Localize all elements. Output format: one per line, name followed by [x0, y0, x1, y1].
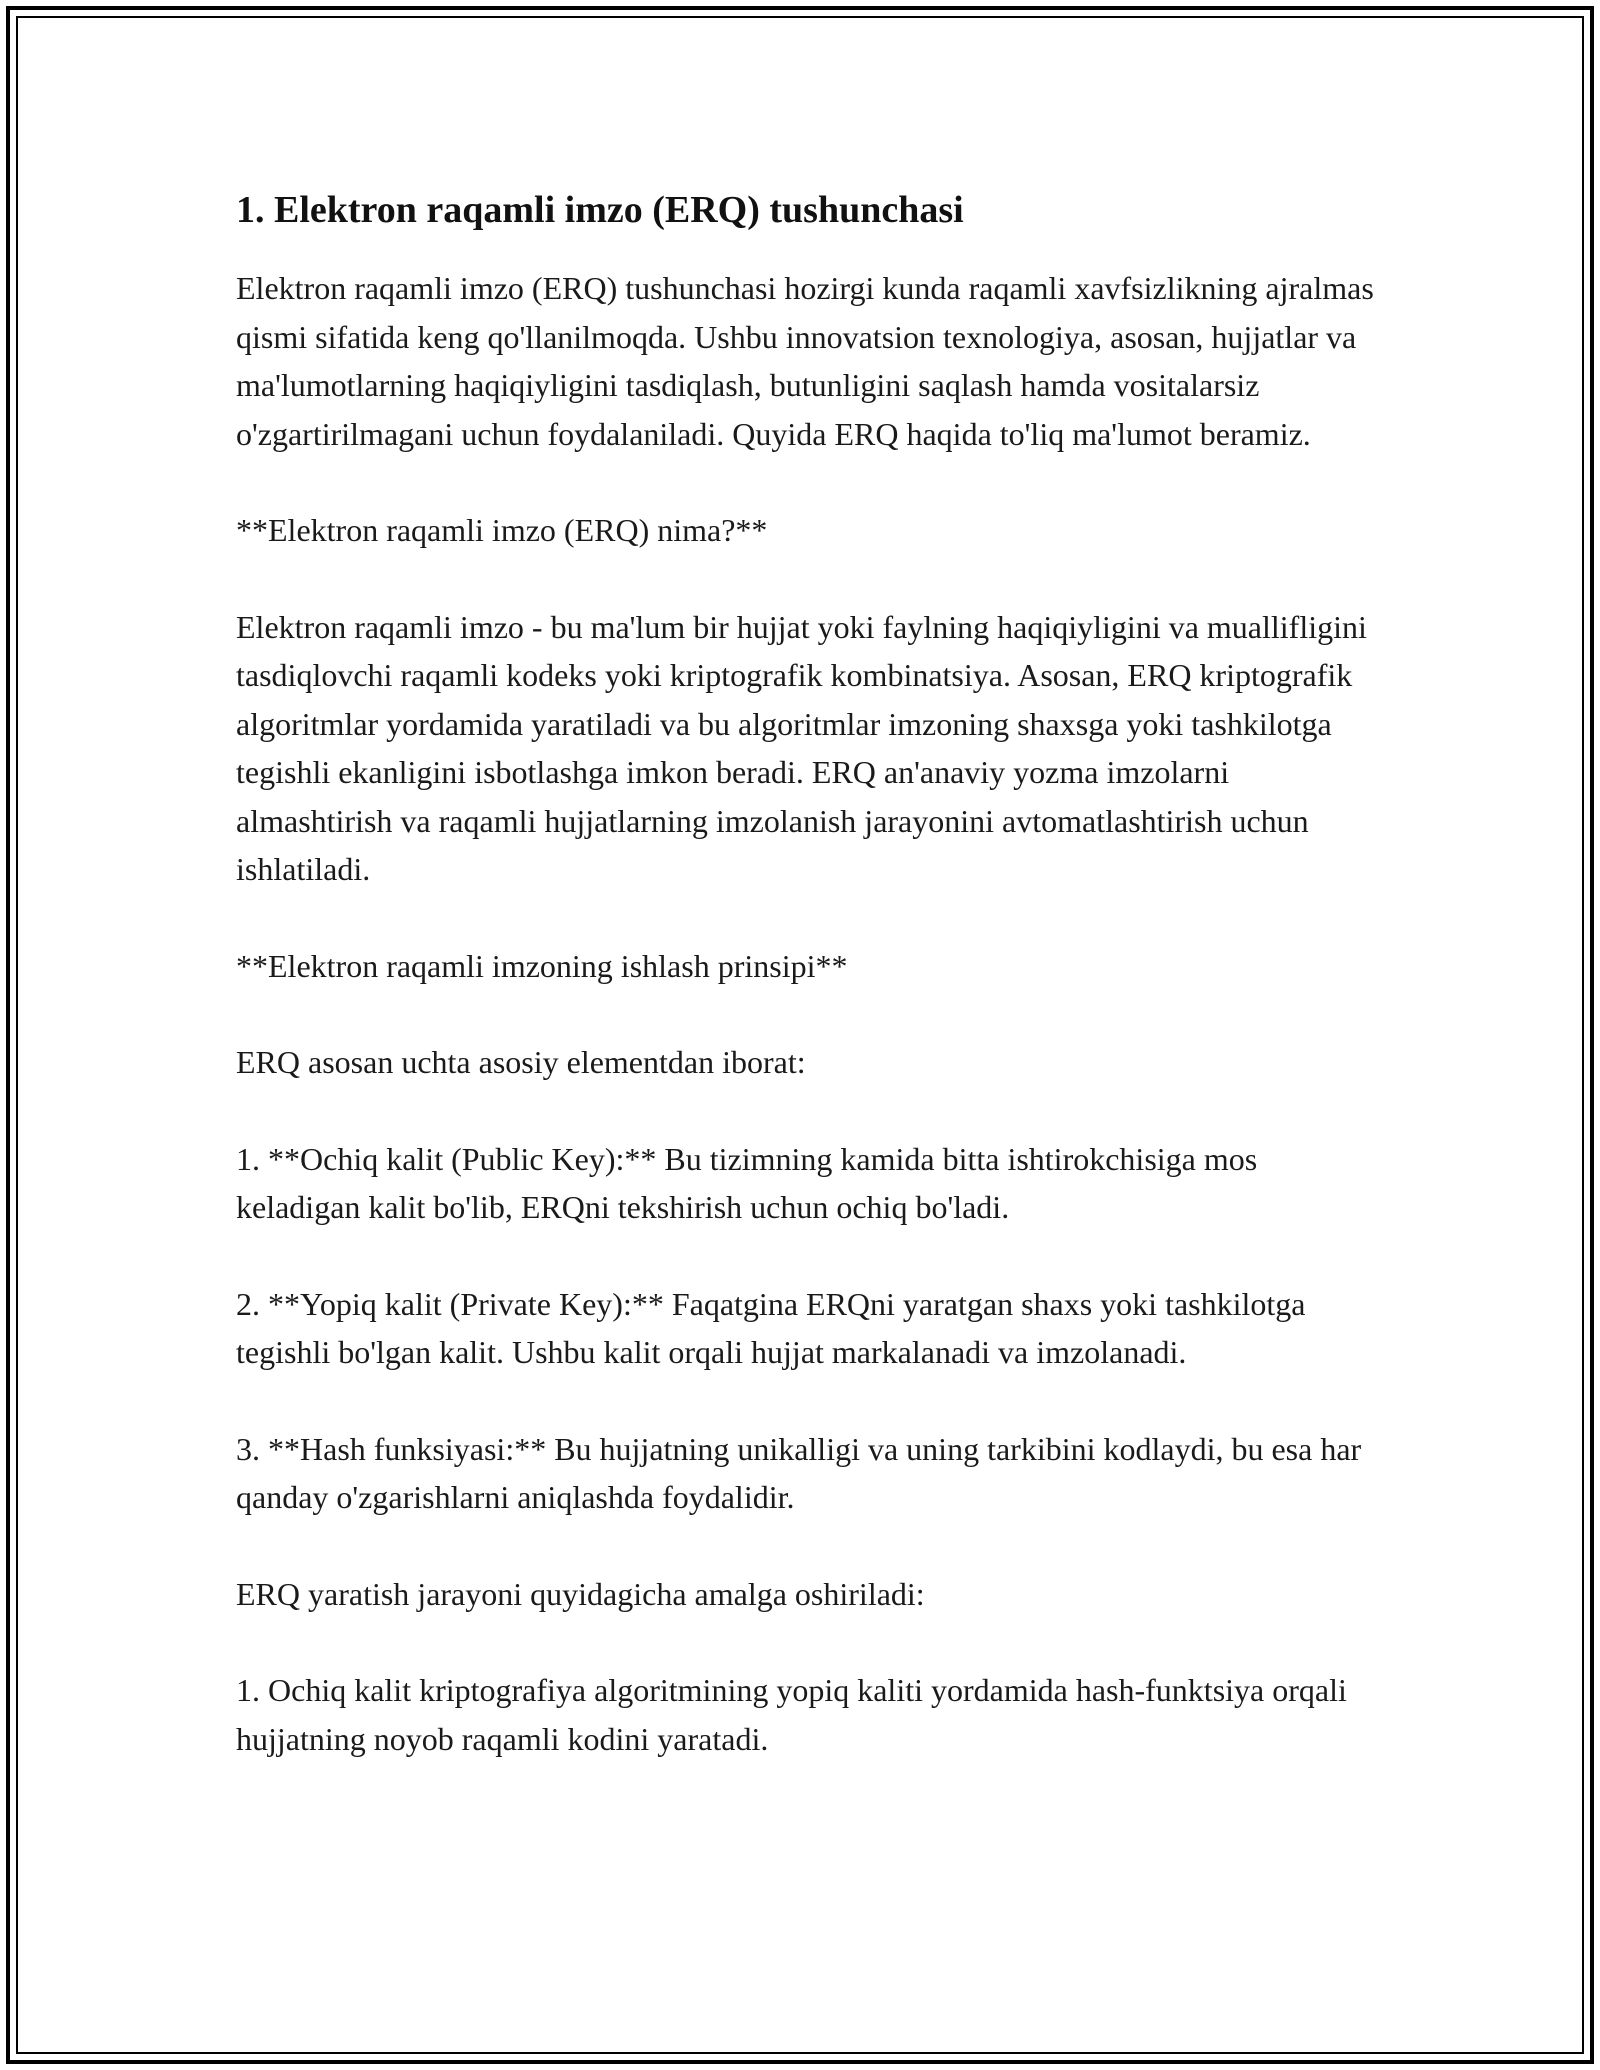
paragraph-elements-intro: ERQ asosan uchta asosiy elementdan iborat: [236, 1044, 806, 1080]
paragraph-heading-principle: **Elektron raqamli imzoning ishlash prinsipi** [236, 947, 848, 984]
document-title: 1. Elektron raqamli imzo (ERQ) tushunchasi [236, 189, 964, 231]
paragraph-definition: Elektron raqamli imzo - bu ma'lum bir hujjat yoki faylning haqiqiyligini va muallifligini tasdiqlovchi raqamli kodeks yoki kriptografik kombinatsiya. Asosan, ERQ kriptografik algoritmlar yordamida yaratiladi va bu algoritmlar imzoning shaxsga yoki tashkilotga tegishli ekanligini isbotlashga imkon beradi. ERQ an'anaviy yozma imzolarni almashtirish va raqamli hujjatlarning imzolanish jarayonini avtomatlashtirish uchun ishlatiladi. [236, 608, 1367, 887]
paragraph-intro: Elektron raqamli imzo (ERQ) tushunchasi hozirgi kunda raqamli xavfsizlikning ajralmas qismi sifatida keng qo'llanilmoqda. Ushbu innovatsion texnologiya, asosan, hujjatlar va ma'lumotlarning haqiqiyligini tasdiqlash, butunligini saqlash hamda vositalarsiz o'zgartirilmagani uchun foydalaniladi. Quyida ERQ haqida to'liq ma'lumot beramiz. [236, 270, 1374, 452]
list-item-private-key: 2. **Yopiq kalit (Private Key):** Faqatgina ERQni yaratgan shaxs yoki tashkilotga tegishli bo'lgan kalit. Ushbu kalit orqali hujjat markalanadi va imzolanadi. [236, 1285, 1306, 1370]
list-item-hash-function: 3. **Hash funksiyasi:** Bu hujjatning unikalligi va uning tarkibini kodlaydi, bu esa har qanday o'zgarishlarni aniqlashda foydalidir. [236, 1430, 1362, 1515]
paragraph-heading-what-is: **Elektron raqamli imzo (ERQ) nima?** [236, 512, 768, 548]
document-body [236, 186, 1376, 1811]
paragraph-creation-intro: ERQ yaratish jarayoni quyidagicha amalga oshiriladi: [236, 1575, 925, 1612]
list-item-creation-step-1: 1. Ochiq kalit kriptografiya algoritmining yopiq kaliti yordamida hash-funktsiya orqali hujjatning noyob raqamli kodini yaratadi. [236, 1672, 1347, 1757]
list-item-public-key: 1. **Ochiq kalit (Public Key):** Bu tizimning kamida bitta ishtirokchisiga mos keladigan kalit bo'lib, ERQni tekshirish uchun ochiq bo'ladi. [236, 1140, 1258, 1225]
